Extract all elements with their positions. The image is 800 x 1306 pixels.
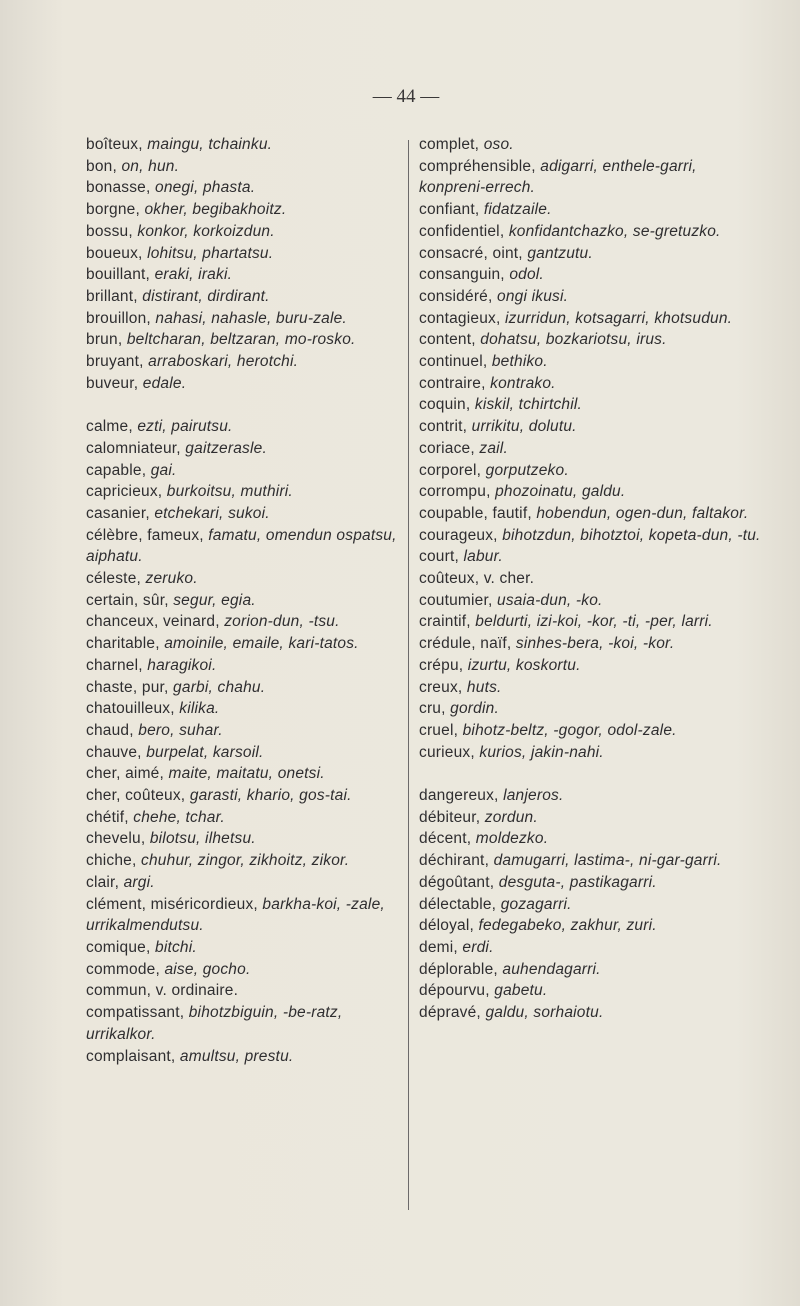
entry-headword: calomniateur, bbox=[86, 439, 186, 457]
entry-translation: auhendagarri. bbox=[502, 960, 601, 978]
entry-translation: garasti, khario, gos-tai. bbox=[189, 787, 352, 805]
dictionary-entry bbox=[86, 807, 398, 829]
entry-translation: garbi, chahu. bbox=[173, 678, 266, 696]
entry-translation: kilika. bbox=[179, 700, 220, 718]
entry-headword: contrit, bbox=[419, 418, 472, 436]
entry-translation: damugarri, lastima-, ni-gar-garri. bbox=[493, 852, 722, 870]
entry-headword: capricieux, bbox=[86, 483, 167, 501]
dictionary-entry bbox=[419, 308, 764, 330]
dictionary-entry bbox=[86, 633, 398, 655]
entry-translation: bero, suhar. bbox=[138, 721, 223, 739]
entry-headword: dépravé, bbox=[419, 1004, 486, 1022]
entry-translation: gai. bbox=[150, 461, 177, 479]
dictionary-entry bbox=[419, 438, 764, 460]
dictionary-entry bbox=[86, 308, 398, 330]
entry-translation: konkor, korkoizdun. bbox=[137, 222, 275, 240]
dictionary-entry bbox=[419, 286, 764, 308]
entry-headword: contagieux, bbox=[419, 309, 505, 327]
entry-translation: beltcharan, beltzaran, mo-rosko. bbox=[126, 331, 356, 349]
entry-headword: chétif, bbox=[86, 808, 134, 826]
dictionary-entry bbox=[86, 221, 398, 243]
entry-translation: bihotzbiguin, -be-ratz, urrikalkor. bbox=[86, 1004, 343, 1043]
dictionary-entry bbox=[86, 850, 398, 872]
dictionary-entry bbox=[86, 373, 398, 395]
entry-translation: usaia-dun, -ko. bbox=[497, 591, 603, 609]
dictionary-entry bbox=[419, 221, 764, 243]
dictionary-entry bbox=[419, 785, 764, 807]
entry-headword: crépu, bbox=[419, 656, 468, 674]
entry-headword: courageux, bbox=[419, 526, 503, 544]
dictionary-entry bbox=[419, 329, 764, 351]
entry-translation: bihotzdun, bihotztoi, kopeta-dun, -tu. bbox=[502, 526, 761, 544]
entry-headword: court, bbox=[419, 548, 464, 566]
dictionary-entry bbox=[419, 199, 764, 221]
entry-headword: creux, bbox=[419, 678, 467, 696]
entry-headword: coupable, fautif, bbox=[419, 504, 537, 522]
entry-translation: etchekari, sukoi. bbox=[154, 504, 270, 522]
dictionary-entry bbox=[419, 394, 764, 416]
dictionary-entry bbox=[86, 872, 398, 894]
entry-headword: craintif, bbox=[419, 613, 476, 631]
dictionary-entry bbox=[419, 742, 764, 764]
dictionary-entry bbox=[419, 525, 764, 547]
entry-headword: brouillon, bbox=[86, 309, 156, 327]
entry-headword: chauve, bbox=[86, 743, 147, 761]
entry-headword: corporel, bbox=[419, 461, 486, 479]
dictionary-entry bbox=[419, 373, 764, 395]
entry-headword: chatouilleux, bbox=[86, 700, 180, 718]
entry-translation: maite, maitatu, onetsi. bbox=[168, 765, 325, 783]
entry-headword: coquin, bbox=[419, 396, 475, 414]
dictionary-entry bbox=[419, 611, 764, 633]
entry-translation: phozoinatu, galdu. bbox=[495, 483, 626, 501]
entry-translation: on, hun. bbox=[121, 157, 180, 175]
dictionary-entry bbox=[86, 177, 398, 199]
entry-translation: bitchi. bbox=[155, 939, 197, 956]
entry-headword: chanceux, veinard, bbox=[86, 613, 225, 631]
entry-translation: dohatsu, bozkariotsu, irus. bbox=[480, 331, 667, 349]
dictionary-entry bbox=[86, 698, 398, 720]
entry-translation: moldezko. bbox=[475, 830, 549, 848]
entry-translation: ongi ikusi. bbox=[497, 287, 569, 305]
entry-headword: coûteux, v. cher. bbox=[419, 570, 535, 588]
entry-translation: fedegabeko, zakhur, zuri. bbox=[478, 917, 657, 935]
entry-translation: konfidantchazko, se-gretuzko. bbox=[508, 222, 721, 240]
entry-translation: burkoitsu, muthiri. bbox=[166, 483, 293, 501]
section-gap bbox=[86, 394, 398, 416]
entry-headword: chaste, pur, bbox=[86, 678, 174, 696]
entry-headword: brun, bbox=[86, 331, 127, 349]
entry-translation: zail. bbox=[479, 439, 508, 457]
entry-translation: gantzutu. bbox=[527, 244, 593, 262]
entry-translation: edale. bbox=[142, 374, 187, 392]
entry-translation: oso. bbox=[483, 136, 514, 153]
entry-headword: cher, aimé, bbox=[86, 765, 169, 783]
entry-translation: onegi, phasta. bbox=[155, 179, 256, 197]
entry-headword: charitable, bbox=[86, 635, 165, 653]
entry-translation: burpelat, karsoil. bbox=[146, 743, 264, 761]
entry-translation: zorion-dun, -tsu. bbox=[224, 613, 340, 631]
entry-translation: sinhes-bera, -koi, -kor. bbox=[515, 635, 675, 653]
entry-headword: buveur, bbox=[86, 374, 143, 392]
dictionary-entry bbox=[419, 980, 764, 1002]
entry-translation: izurtu, koskortu. bbox=[467, 656, 581, 674]
entry-translation: barkha-koi, -zale, urrikalmendutsu. bbox=[86, 895, 385, 935]
entry-headword: contraire, bbox=[419, 374, 491, 392]
dictionary-entry bbox=[86, 286, 398, 308]
entry-headword: content, bbox=[419, 331, 481, 349]
entry-translation: lohitsu, phartatsu. bbox=[147, 244, 274, 262]
dictionary-entry bbox=[419, 503, 764, 525]
entry-translation: gabetu. bbox=[494, 982, 548, 1000]
entry-translation: bihotz-beltz, -gogor, odol-zale. bbox=[462, 721, 677, 739]
entry-translation: chehe, tchar. bbox=[133, 808, 225, 826]
dictionary-entry bbox=[86, 568, 398, 590]
entry-headword: coutumier, bbox=[419, 591, 498, 609]
dictionary-entry bbox=[86, 785, 398, 807]
entry-translation: nahasi, nahasle, buru-zale. bbox=[155, 309, 347, 327]
entry-translation: gozagarri. bbox=[500, 895, 572, 913]
dictionary-entry bbox=[419, 590, 764, 612]
entry-translation: erdi. bbox=[462, 939, 494, 956]
dictionary-entry bbox=[419, 264, 764, 286]
dictionary-entry bbox=[419, 134, 764, 156]
dictionary-entry bbox=[419, 568, 764, 590]
entry-headword: compréhensible, bbox=[419, 157, 541, 175]
entry-headword: capable, bbox=[86, 461, 151, 479]
entry-headword: boîteux, bbox=[86, 136, 148, 153]
dictionary-entry bbox=[419, 807, 764, 829]
entry-translation: chuhur, zingor, zikhoitz, zikor. bbox=[141, 852, 350, 870]
entry-headword: chaud, bbox=[86, 721, 139, 739]
entry-headword: boueux, bbox=[86, 244, 148, 262]
column-divider bbox=[408, 140, 409, 1210]
dictionary-entry bbox=[86, 611, 398, 633]
dictionary-entry bbox=[86, 590, 398, 612]
entry-headword: comique, bbox=[86, 939, 155, 956]
entry-translation: huts. bbox=[466, 678, 502, 696]
entry-headword: consanguin, bbox=[419, 266, 510, 284]
dictionary-entry bbox=[86, 677, 398, 699]
entry-headword: clair, bbox=[86, 873, 124, 891]
entry-translation: amultsu, prestu. bbox=[179, 1047, 294, 1065]
dictionary-entry bbox=[86, 264, 398, 286]
entry-headword: chiche, bbox=[86, 852, 142, 870]
entry-translation: hobendun, ogen-dun, faltakor. bbox=[536, 504, 749, 522]
entry-translation: distirant, dirdirant. bbox=[142, 287, 270, 305]
entry-headword: casanier, bbox=[86, 504, 155, 522]
entry-headword: déloyal, bbox=[419, 917, 479, 935]
entry-headword: dégoûtant, bbox=[419, 873, 499, 891]
entry-translation: eraki, iraki. bbox=[154, 266, 233, 284]
entry-translation: fidatzaile. bbox=[483, 201, 552, 219]
entry-headword: bonasse, bbox=[86, 179, 156, 197]
dictionary-entry bbox=[419, 872, 764, 894]
entry-headword: charnel, bbox=[86, 656, 148, 674]
entry-translation: zeruko. bbox=[145, 570, 198, 588]
entry-headword: cruel, bbox=[419, 721, 463, 739]
entry-translation: bethiko. bbox=[491, 353, 548, 371]
dictionary-entry bbox=[419, 460, 764, 482]
dictionary-entry bbox=[86, 763, 398, 785]
dictionary-entry bbox=[86, 199, 398, 221]
entry-headword: borgne, bbox=[86, 201, 145, 219]
dictionary-entry bbox=[86, 503, 398, 525]
entry-translation: adigarri, enthele-garri, konpreni-errech. bbox=[419, 157, 697, 197]
entry-headword: bossu, bbox=[86, 222, 138, 240]
entry-translation: kontrako. bbox=[490, 374, 556, 392]
entry-headword: céleste, bbox=[86, 570, 146, 588]
dictionary-entry bbox=[419, 633, 764, 655]
entry-headword: compatissant, bbox=[86, 1004, 189, 1022]
entry-headword: curieux, bbox=[419, 743, 480, 761]
dictionary-entry bbox=[419, 416, 764, 438]
dictionary-entry bbox=[419, 720, 764, 742]
entry-headword: bruyant, bbox=[86, 353, 149, 371]
entry-headword: continuel, bbox=[419, 353, 492, 371]
entry-translation: beldurti, izi-koi, -kor, -ti, -per, larri. bbox=[475, 613, 713, 631]
entry-translation: gordin. bbox=[450, 700, 499, 718]
dictionary-entry bbox=[419, 828, 764, 850]
entry-headword: dangereux, bbox=[419, 787, 504, 805]
dictionary-entry bbox=[419, 677, 764, 699]
dictionary-entry bbox=[419, 937, 764, 959]
dictionary-entry bbox=[419, 894, 764, 916]
dictionary-entry bbox=[86, 828, 398, 850]
entry-headword: demi, bbox=[419, 939, 463, 956]
dictionary-entry bbox=[86, 438, 398, 460]
entry-translation: bilotsu, ilhetsu. bbox=[149, 830, 256, 848]
entry-headword: brillant, bbox=[86, 287, 143, 305]
entry-headword: corrompu, bbox=[419, 483, 496, 501]
dictionary-entry bbox=[419, 655, 764, 677]
entry-translation: famatu, omendun ospatsu, aiphatu. bbox=[86, 526, 397, 566]
entry-translation: kurios, jakin-nahi. bbox=[479, 743, 604, 761]
dictionary-entry bbox=[86, 525, 398, 568]
dictionary-entry bbox=[86, 980, 398, 1002]
entry-translation: gorputzeko. bbox=[485, 461, 569, 479]
entry-headword: certain, sûr, bbox=[86, 591, 174, 609]
entry-translation: izurridun, kotsagarri, khotsudun. bbox=[505, 309, 733, 327]
dictionary-entry bbox=[86, 959, 398, 981]
entry-headword: commode, bbox=[86, 960, 165, 978]
entry-translation: maingu, tchainku. bbox=[147, 136, 273, 153]
entry-headword: cru, bbox=[419, 700, 451, 718]
dictionary-entry bbox=[419, 698, 764, 720]
dictionary-entry bbox=[419, 546, 764, 568]
entry-headword: confiant, bbox=[419, 201, 484, 219]
entry-headword: délectable, bbox=[419, 895, 501, 913]
dictionary-entry bbox=[86, 243, 398, 265]
entry-translation: lanjeros. bbox=[503, 787, 564, 805]
dictionary-entry bbox=[86, 460, 398, 482]
dictionary-entry bbox=[86, 1002, 398, 1045]
dictionary-entry bbox=[86, 351, 398, 373]
dictionary-entry bbox=[86, 156, 398, 178]
dictionary-entry bbox=[86, 894, 398, 937]
entry-translation: haragikoi. bbox=[147, 656, 217, 674]
entry-translation: ezti, pairutsu. bbox=[137, 418, 233, 436]
dictionary-entry bbox=[419, 959, 764, 981]
entry-translation: odol. bbox=[509, 266, 544, 284]
entry-translation: desguta-, pastikagarri. bbox=[498, 873, 657, 891]
entry-translation: aise, gocho. bbox=[164, 960, 251, 978]
entry-headword: consacré, oint, bbox=[419, 244, 528, 262]
entry-headword: bouillant, bbox=[86, 266, 155, 284]
entry-headword: débiteur, bbox=[419, 808, 485, 826]
entry-headword: cher, coûteux, bbox=[86, 787, 190, 805]
entry-headword: confidentiel, bbox=[419, 222, 509, 240]
dictionary-entry bbox=[419, 243, 764, 265]
dictionary-entry bbox=[86, 134, 398, 156]
dictionary-entry bbox=[419, 351, 764, 373]
entry-headword: coriace, bbox=[419, 439, 480, 457]
entry-translation: gaitzerasle. bbox=[185, 439, 267, 457]
section-gap bbox=[419, 763, 764, 785]
dictionary-entry bbox=[86, 655, 398, 677]
entry-translation: urrikitu, dolutu. bbox=[471, 418, 577, 436]
page-number: — 44 — bbox=[372, 86, 440, 107]
dictionary-entry bbox=[419, 850, 764, 872]
entry-headword: calme, bbox=[86, 418, 138, 436]
dictionary-entry bbox=[419, 481, 764, 503]
entry-translation: okher, begibakhoitz. bbox=[144, 201, 287, 219]
dictionary-entry bbox=[86, 1046, 398, 1068]
dictionary-entry bbox=[86, 937, 398, 959]
entry-translation: argi. bbox=[123, 873, 155, 891]
dictionary-entry bbox=[419, 156, 764, 199]
entry-translation: zordun. bbox=[484, 808, 538, 826]
entry-headword: commun, v. ordinaire. bbox=[86, 982, 239, 1000]
dictionary-entry bbox=[419, 1002, 764, 1024]
entry-headword: considéré, bbox=[419, 287, 498, 305]
entry-translation: labur. bbox=[463, 548, 503, 566]
dictionary-entry bbox=[86, 481, 398, 503]
entry-headword: crédule, naïf, bbox=[419, 635, 516, 653]
left-column bbox=[86, 134, 398, 1067]
entry-translation: segur, egia. bbox=[173, 591, 256, 609]
entry-headword: chevelu, bbox=[86, 830, 150, 848]
entry-headword: déchirant, bbox=[419, 852, 494, 870]
entry-headword: clément, miséricordieux, bbox=[86, 895, 263, 913]
entry-headword: complaisant, bbox=[86, 1047, 180, 1065]
entry-translation: arraboskari, herotchi. bbox=[148, 353, 299, 371]
entry-headword: complet, bbox=[419, 136, 484, 153]
dictionary-entry bbox=[86, 720, 398, 742]
dictionary-entry bbox=[419, 915, 764, 937]
entry-headword: déplorable, bbox=[419, 960, 503, 978]
dictionary-entry bbox=[86, 416, 398, 438]
dictionary-entry bbox=[86, 329, 398, 351]
entry-headword: dépourvu, bbox=[419, 982, 495, 1000]
entry-headword: bon, bbox=[86, 157, 122, 175]
entry-translation: kiskil, tchirtchil. bbox=[474, 396, 583, 414]
entry-headword: célèbre, fameux, bbox=[86, 526, 209, 544]
entry-translation: amoinile, emaile, kari-tatos. bbox=[164, 635, 359, 653]
dictionary-entry bbox=[86, 742, 398, 764]
entry-translation: galdu, sorhaiotu. bbox=[485, 1004, 604, 1022]
right-column bbox=[419, 134, 764, 1024]
entry-headword: décent, bbox=[419, 830, 476, 848]
